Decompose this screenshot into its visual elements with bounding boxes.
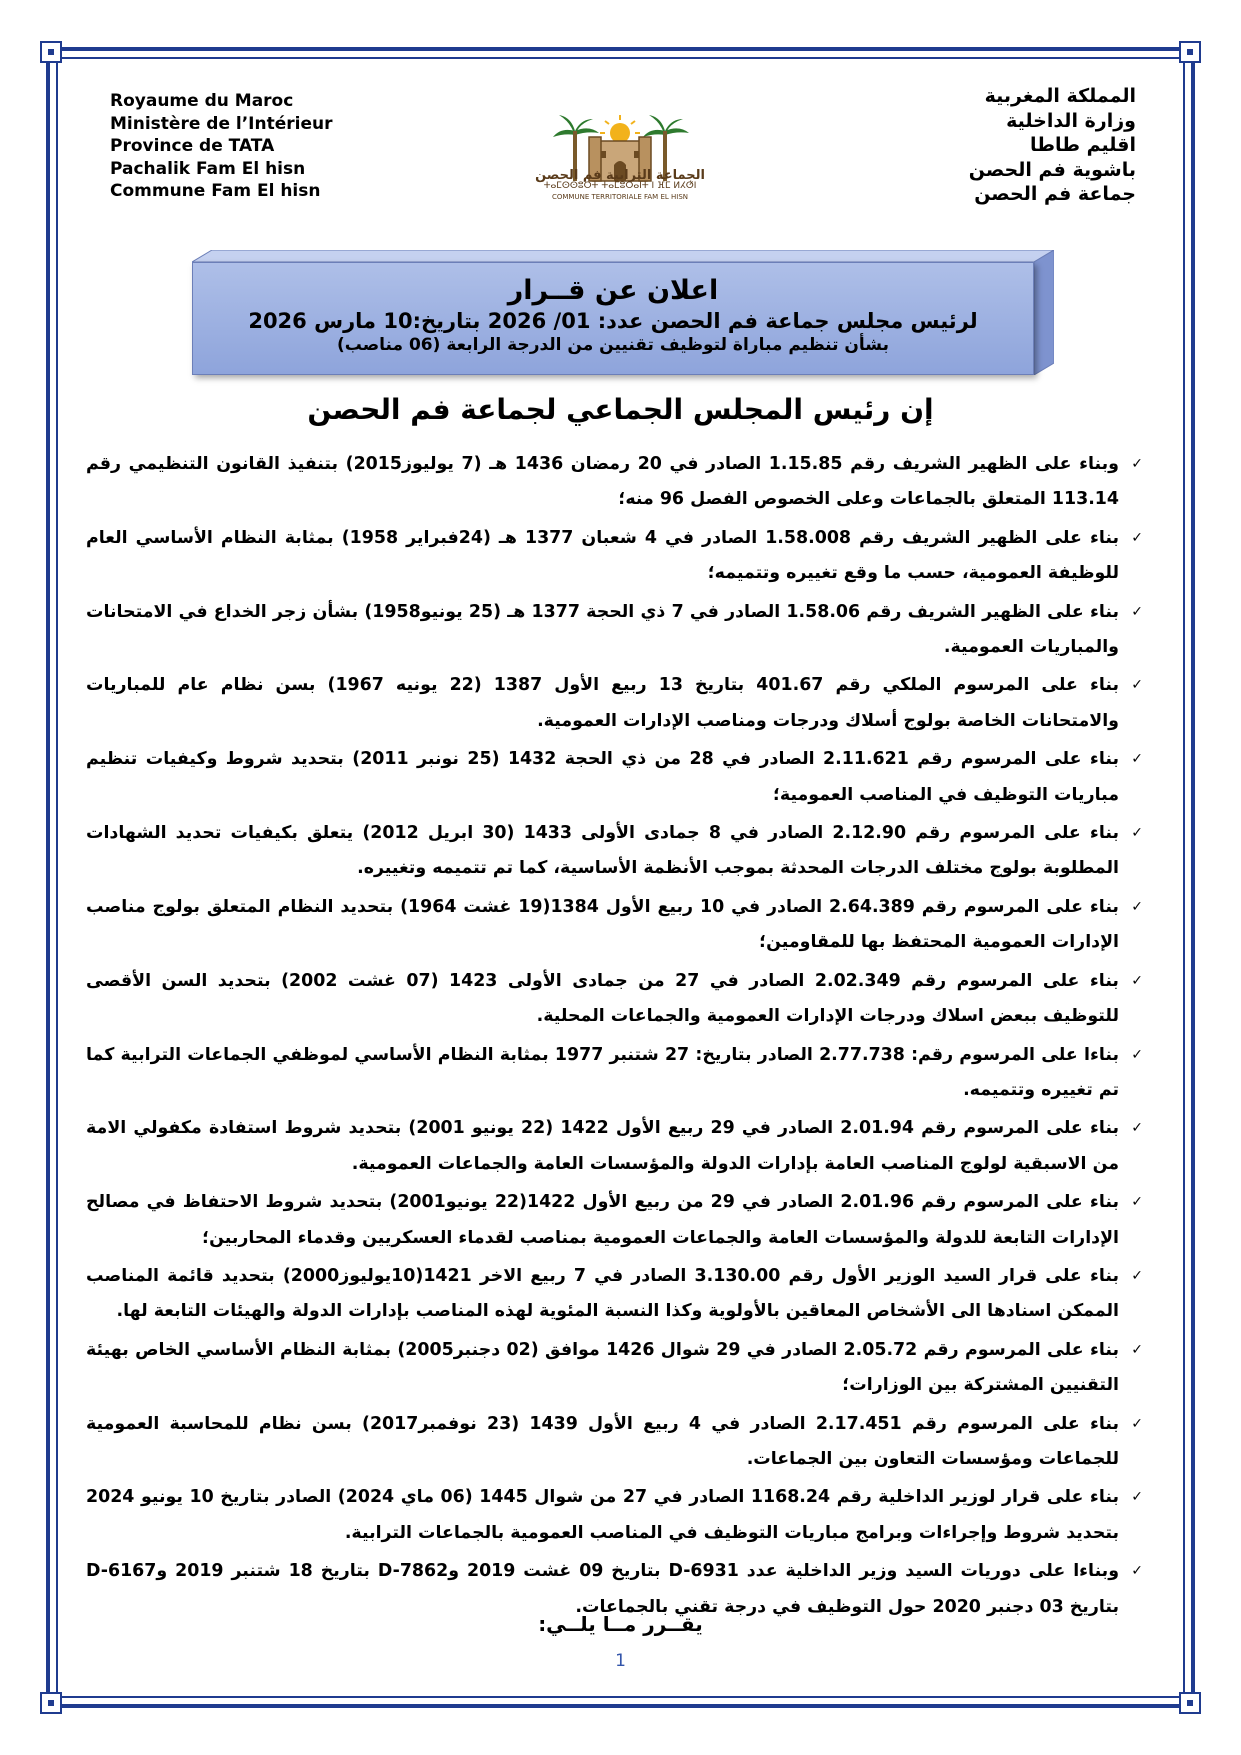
list-item <box>86 1259 1145 1330</box>
check-icon: ✓ <box>1131 1341 1143 1358</box>
banner-bevel <box>192 250 1054 262</box>
check-icon: ✓ <box>1131 1120 1143 1137</box>
check-icon: ✓ <box>1131 1415 1143 1432</box>
legal-references-list <box>86 447 1145 1628</box>
list-item <box>86 447 1145 518</box>
list-item-text: بناء على الظهير الشريف رقم 1.58.008 الصادر في 4 شعبان 1377 هـ (24فبراير 1958) بمثابة النظام الأساسي العام للوظيفة العمومية، حسب ما وقع تغييره وتتميمه؛ <box>86 527 1119 584</box>
check-icon: ✓ <box>1131 972 1143 989</box>
check-icon: ✓ <box>1131 603 1143 620</box>
header-arabic-line: المملكة المغربية <box>984 85 1136 107</box>
header-french-line: Royaume du Maroc <box>110 91 294 111</box>
list-item <box>86 1111 1145 1182</box>
list-item-text: وبناءا على دوريات السيد وزير الداخلية عدد D-6931 بتاريخ 09 غشت 2019 وD-7862 بتاريخ 18 شتنبر 2019 وD-6167 بتاريخ 03 دجنبر 2020 حول التوظيف في درجة تقني بالجماعات. <box>86 1561 1120 1617</box>
banner-reference: لرئيس مجلس جماعة فم الحصن عدد: 01/ 2026 بتاريخ:10 مارس 2026 <box>248 309 978 333</box>
list-item-text: بناء على المرسوم رقم 2.02.349 الصادر في 27 من جمادى الأولى 1423 (07 غشت 2002) بتحديد السن الأقصى للتوظيف ببعض اسلاك ودرجات الإدارات العمومية والجماعات المحلية. <box>86 970 1119 1027</box>
logo-caption-tifinagh: ⵜⴰⵎⵙⵙⵓⵔⵜ ⵜⴰⵎⵓⵔⴰⵏⵜ ⵏ ⴼⵎ ⵍⵃⵚⵏ <box>543 181 697 191</box>
header-arabic-line: جماعة فم الحصن <box>974 183 1136 205</box>
list-item-text: بناء على المرسوم رقم 2.05.72 الصادر في 29 شوال 1426 موافق (02 دجنبر2005) بمثابة النظام الأساسي الخاص بهيئة التقنيين المشتركة بين الوزارات؛ <box>86 1339 1119 1396</box>
banner-subject: بشأن تنظيم مباراة لتوظيف تقنيين من الدرجة الرابعة (06 مناصب) <box>336 335 889 355</box>
list-item <box>86 1407 1145 1478</box>
list-item-text: بناء على الظهير الشريف رقم 1.58.06 الصادر في 7 ذي الحجة 1377 هـ (25 يونيو1958) بشأن زجر الخداع في الامتحانات والمباريات العمومية. <box>86 601 1119 658</box>
header-arabic-line: باشوية فم الحصن <box>968 158 1136 181</box>
banner-text <box>192 262 1034 375</box>
header-french-line: Commune Fam El hisn <box>110 181 321 201</box>
list-item <box>86 890 1145 961</box>
header-french-line: Province de TATA <box>110 136 275 156</box>
header-arabic-line: اقليم طاطا <box>1029 134 1136 156</box>
list-item-text: بناء على المرسوم رقم 2.11.621 الصادر في 28 من ذي الحجة 1432 (25 نونبر 2011) بتحديد شروط وكيفيات تنظيم مباريات التوظيف في المناصب العمومية؛ <box>86 749 1119 805</box>
list-item <box>86 1185 1145 1256</box>
list-item-text: بناء على قرار السيد الوزير الأول رقم 3.130.00 الصادر في 7 ربيع الاخر 1421(10يوليوز2000) بتحديد قائمة المناصب الممكن اسنادها الى الأشخاص المعاقين بالأولوية وكذا النسبة المئوية لهذه المناصب بإدارات الدولة والهيئات التابعة لها. <box>86 1265 1119 1322</box>
list-item-text: بناء على المرسوم رقم 2.64.389 الصادر في 10 ربيع الأول 1384(19 غشت 1964) بتحديد النظام المتعلق بولوج مناصب الإدارات العمومية المحتفظ بها للمقاومين؛ <box>86 896 1119 953</box>
list-item <box>86 964 1145 1035</box>
check-icon: ✓ <box>1131 1267 1143 1284</box>
decision-banner <box>192 250 1054 375</box>
check-icon: ✓ <box>1131 898 1143 915</box>
list-item <box>86 816 1145 887</box>
header-arabic-line: وزارة الداخلية <box>1006 109 1136 132</box>
list-item-text: وبناء على الظهير الشريف رقم 1.15.85 الصادر في 20 رمضان 1436 هـ (7 يوليوز2015) بتنفيذ القانون التنظيمي رقم 113.14 المتعلق بالجماعات وعلى الخصوص الفصل 96 منه؛ <box>86 454 1119 510</box>
frame-corner-ornament <box>1179 41 1201 63</box>
check-icon: ✓ <box>1131 1046 1143 1063</box>
banner-title: اعلان عن قــرار <box>507 275 719 306</box>
decides-heading: يقــرر مــا يلــي: <box>538 1612 703 1636</box>
check-icon: ✓ <box>1131 825 1143 842</box>
page-number: 1 <box>615 1651 626 1671</box>
logo-caption <box>535 170 705 203</box>
list-item-text: بناء على المرسوم رقم 2.12.90 الصادر في 8 جمادى الأولى 1433 (30 ابريل 2012) يتعلق بكيفيات تحديد الشهادات المطلوبة بولوج مختلف الدرجات المحدثة بموجب الأنظمة الأساسية، كما تم تتميمه وتغييره. <box>86 823 1119 879</box>
frame-corner-ornament <box>1179 1692 1201 1714</box>
check-icon: ✓ <box>1131 1489 1143 1506</box>
list-item <box>86 595 1145 666</box>
list-item-text: بناء على المرسوم رقم 2.01.94 الصادر في 29 ربيع الأول 1422 (22 يونيو 2001) بتحديد شروط استفادة مكفولي الامة من الاسبقية لولوج المناصب العامة بإدارات الدولة والمؤسسات العامة والجماعات العمومية. <box>86 1118 1120 1174</box>
list-item <box>86 1038 1145 1109</box>
check-icon: ✓ <box>1131 1563 1143 1580</box>
check-icon: ✓ <box>1131 529 1143 546</box>
frame-corner-ornament <box>40 1692 62 1714</box>
list-item-text: بناء على المرسوم رقم 2.17.451 الصادر في 4 ربيع الأول 1439 (23 نوفمبر2017) بسن نظام للمحاسبة العمومية للجماعات ومؤسسات التعاون بين الجماعات. <box>86 1413 1119 1469</box>
header-french <box>110 90 333 203</box>
list-item <box>86 742 1145 813</box>
main-heading: إن رئيس المجلس الجماعي لجماعة فم الحصن <box>307 393 934 426</box>
header-french-line: Ministère de l’Intérieur <box>110 113 333 134</box>
list-item <box>86 521 1145 592</box>
list-item-text: بناء على المرسوم رقم 2.01.96 الصادر في 29 من ربيع الأول 1422(22 يونيو2001) بتحديد شروط الاحتفاظ في مصالح الإدارات التابعة للدولة والمؤسسات العامة والجماعات العمومية بمناصب لقدماء العسكريين وقدماء المحاربين؛ <box>86 1192 1119 1248</box>
list-item <box>86 1480 1145 1551</box>
list-item-text: بناء على قرار لوزير الداخلية رقم 1168.24 الصادر في 27 من شوال 1445 (06 ماي 2024) الصادر بتاريخ 10 يونيو 2024 بتحديد شروط وإجراءات وبرامج مباريات التوظيف في المناصب العمومية بالجماعات الترابية. <box>86 1487 1119 1543</box>
frame-corner-ornament <box>40 41 62 63</box>
list-item-text: بناءا على المرسوم رقم: 2.77.738 الصادر بتاريخ: 27 شتنبر 1977 بمثابة النظام الأساسي لموظفي الجماعات الترابية كما تم تغييره وتتميمه. <box>86 1044 1120 1100</box>
header-french-line: Pachalik Fam El hisn <box>110 158 306 179</box>
logo-caption-french: COMMUNE TERRITORIALE FAM EL HISN <box>551 193 689 201</box>
check-icon: ✓ <box>1131 751 1143 768</box>
check-icon: ✓ <box>1131 1194 1143 1211</box>
check-icon: ✓ <box>1131 677 1143 694</box>
check-icon: ✓ <box>1131 456 1143 472</box>
list-item <box>86 668 1145 739</box>
logo-caption-arabic: الجماعة الترابية فم الحصن <box>535 168 705 183</box>
list-item-text: بناء على المرسوم الملكي رقم 401.67 بتاريخ 13 ربيع الأول 1387 (22 يونيه 1967) بسن نظام عام للمباريات والامتحانات الخاصة بولوج أسلاك ودرجات ومناصب الإدارات العمومية. <box>86 675 1120 731</box>
list-item <box>86 1333 1145 1404</box>
banner-side <box>1034 250 1054 375</box>
header-arabic <box>969 84 1136 207</box>
